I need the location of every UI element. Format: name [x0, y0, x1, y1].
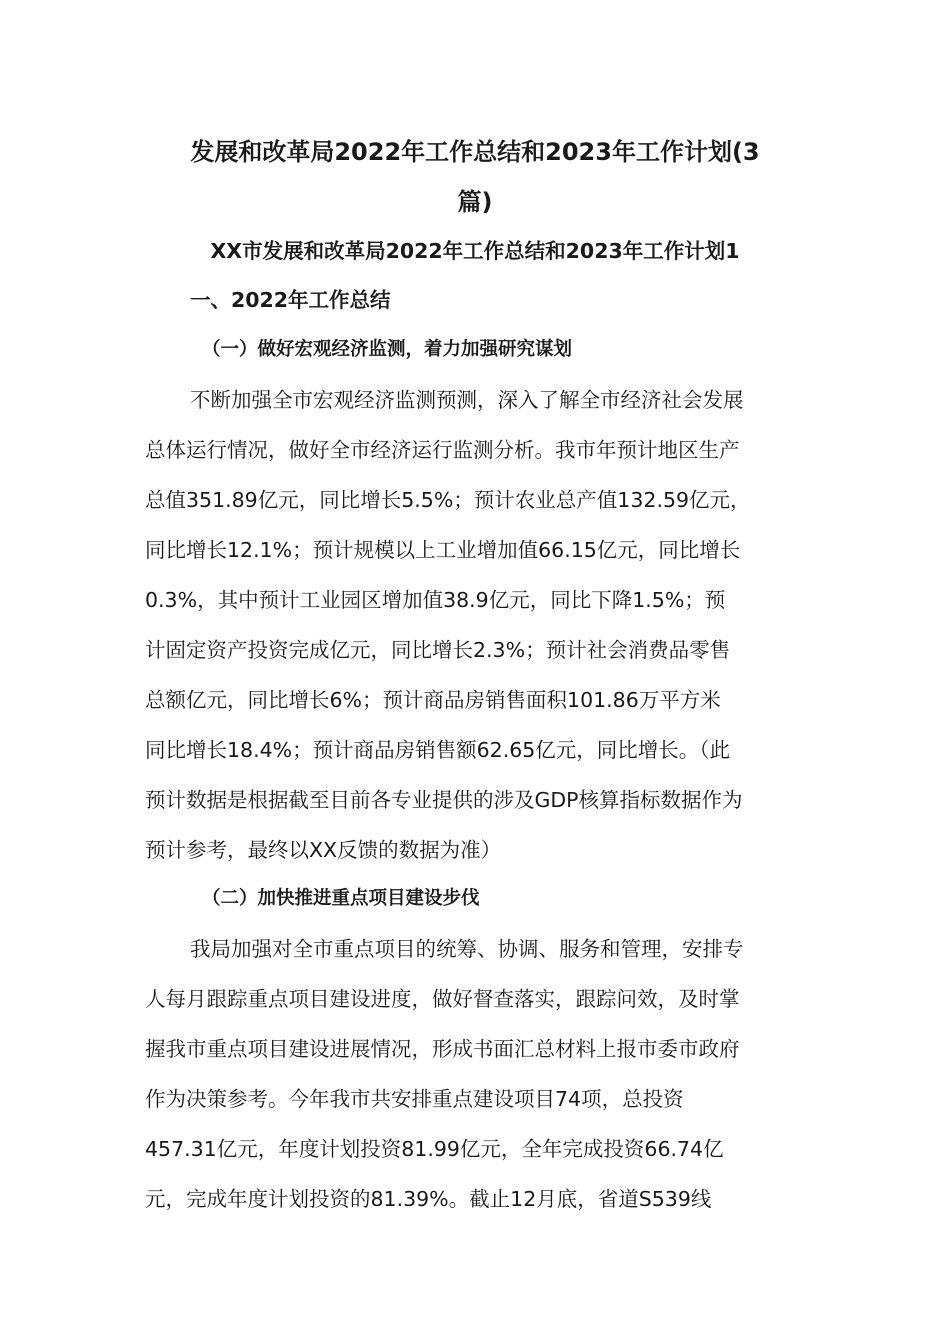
- paragraph-1-line: 同比增长12.1%；预计规模以上工业增加值66.15亿元，同比增长: [145, 538, 741, 562]
- document-subtitle: XX市发展和改革局2022年工作总结和2023年工作计划1: [210, 239, 740, 263]
- paragraph-1-line: 0.3%，其中预计工业园区增加值38.9亿元，同比下降1.5%；预: [145, 588, 726, 612]
- subsection-heading-2: （二）加快推进重点项目建设步伐: [202, 888, 480, 909]
- paragraph-1-line: 预计参考，最终以XX反馈的数据为准）: [145, 838, 502, 862]
- paragraph-2-line: 我局加强对全市重点项目的统筹、协调、服务和管理，安排专: [190, 937, 744, 961]
- paragraph-1-line: 同比增长18.4%；预计商品房销售额62.65亿元，同比增长。（此: [145, 738, 731, 762]
- document-title-line-2: 篇): [457, 188, 493, 216]
- paragraph-1-line: 总额亿元，同比增长6%；预计商品房销售面积101.86万平方米: [145, 688, 721, 712]
- paragraph-2-line: 作为决策参考。今年我市共安排重点建设项目74项，总投资: [145, 1087, 684, 1111]
- paragraph-2-line: 457.31亿元，年度计划投资81.99亿元，全年完成投资66.74亿: [145, 1137, 724, 1161]
- paragraph-1-line: 预计数据是根据截至目前各专业提供的涉及GDP核算指标数据作为: [145, 788, 743, 812]
- paragraph-2-line: 人每月跟踪重点项目建设进度，做好督查落实，跟踪问效，及时掌: [145, 987, 740, 1011]
- document-title-line-1: 发展和改革局2022年工作总结和2023年工作计划(3: [190, 138, 760, 166]
- paragraph-1-line: 计固定资产投资完成亿元，同比增长2.3%；预计社会消费品零售: [145, 638, 731, 662]
- paragraph-1-line: 总体运行情况，做好全市经济运行监测分析。我市年预计地区生产: [145, 438, 740, 462]
- paragraph-2-line: 握我市重点项目建设进展情况，形成书面汇总材料上报市委市政府: [145, 1037, 740, 1061]
- paragraph-1-line: 不断加强全市宏观经济监测预测，深入了解全市经济社会发展: [190, 388, 744, 412]
- subsection-heading-1: （一）做好宏观经济监测，着力加强研究谋划: [202, 339, 573, 360]
- paragraph-1-line: 总值351.89亿元，同比增长5.5%；预计农业总产值132.59亿元，: [145, 488, 751, 512]
- paragraph-2-line: 元，完成年度计划投资的81.39%。截止12月底，省道S539线: [145, 1187, 712, 1211]
- section-heading-2022-summary: 一、2022年工作总结: [190, 288, 391, 312]
